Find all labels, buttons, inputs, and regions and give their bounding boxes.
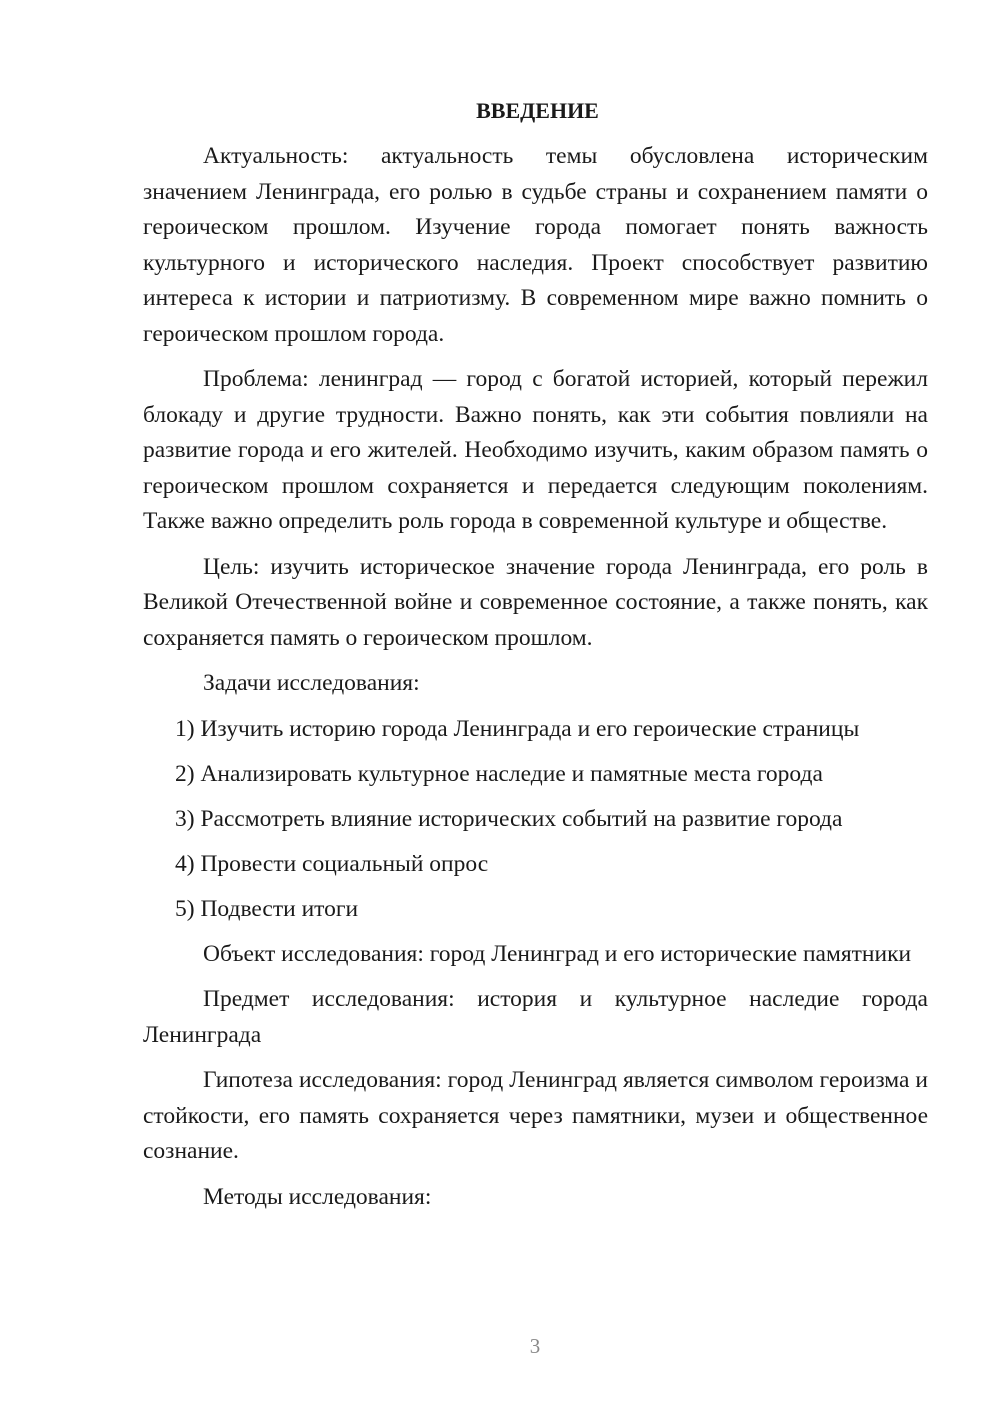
- object-paragraph: Объект исследования: город Ленинград и его исторические памятники: [203, 940, 912, 967]
- list-item: 5) Подвести итоги: [175, 895, 359, 922]
- page-content: [143, 96, 928, 1225]
- relevance-paragraph: Актуальность: актуальность темы обусловлена историческим значением Ленинграда, его ролью в судьбе страны и сохранением памяти о героическом прошлом. Изучение города помогает понять важность культурного и исторического наследия. Проект способствует развитию интереса к истории и патриотизму. В современном мире важно помнить о героическом прошлом города.: [143, 143, 928, 347]
- page-number: 3: [529, 1334, 541, 1358]
- hypothesis-paragraph: Гипотеза исследования: город Ленинград является символом героизма и стойкости, его память сохраняется через памятники, музеи и общественное сознание.: [143, 1067, 928, 1164]
- list-item: 4) Провести социальный опрос: [175, 850, 489, 877]
- list-item: 3) Рассмотреть влияние исторических событий на развитие города: [175, 805, 843, 832]
- tasks-heading: Задачи исследования:: [203, 670, 420, 696]
- methods-heading: Методы исследования:: [203, 1183, 432, 1210]
- goal-paragraph: Цель: изучить историческое значение города Ленинграда, его роль в Великой Отечественной войне и современное состояние, а также понять, как сохраняется память о героическом прошлом.: [143, 553, 928, 651]
- list-item: 1) Изучить историю города Ленинграда и его героические страницы: [175, 715, 860, 742]
- subject-paragraph: Предмет исследования: история и культурное наследие города Ленинграда: [143, 986, 928, 1048]
- problem-paragraph: Проблема: ленинград — город с богатой историей, который пережил блокаду и другие трудности. Важно понять, как эти события повлияли на развитие города и его жителей. Необходимо изучить, каким образом память о героическом прошлом сохраняется и передается следующим поколениям. Также важно определить роль города в современной культуре и обществе.: [143, 366, 928, 534]
- page-title: ВВЕДЕНИЕ: [476, 98, 599, 123]
- list-item: 2) Анализировать культурное наследие и памятные места города: [175, 760, 823, 787]
- tasks-list: [143, 712, 928, 928]
